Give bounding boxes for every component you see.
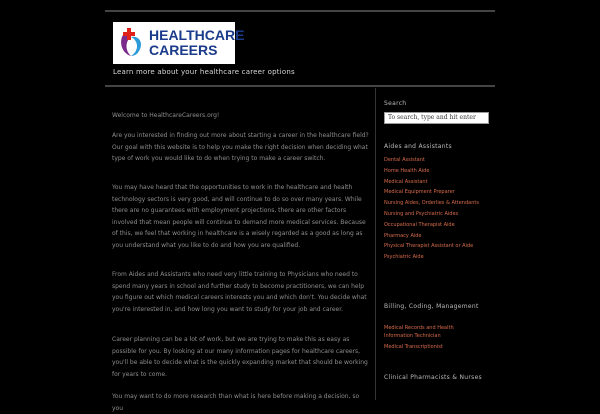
sidebar-link-physical-therapist-assistant[interactable]: Physical Therapist Assistant or Aide	[384, 243, 474, 250]
sidebar-link-medical-equipment-preparer[interactable]: Medical Equipment Preparer	[384, 189, 455, 196]
research-paragraph: You may want to do more research than what is here before making a decision, so you	[112, 393, 360, 412]
search-input[interactable]: To search, type and hit enter	[384, 112, 489, 124]
logo-wordmark	[149, 28, 244, 58]
clinical-heading: Clinical Pharmacists & Nurses	[384, 374, 482, 381]
main-content	[105, 88, 376, 412]
sidebar-link-nursing-aides[interactable]: Nursing Aides, Orderlies & Attendants	[384, 200, 479, 207]
sidebar-link-nursing-psychiatric-aides[interactable]: Nursing and Psychiatric Aides	[384, 210, 459, 217]
top-divider	[105, 10, 495, 12]
sidebar-link-occupational-therapist-aide[interactable]: Occupational Therapist Aide	[384, 221, 455, 228]
outlook-paragraph: You may have heard that the opportunities to work in the healthcare and health technology sectors is very good, and will continue to do so over many years. While there are no guarantees with employment projections, there are other factors involved that mean people will continue to demand more medical services. Because of this, we feel that working in healthcare is a wisely regarded as a good as long as you understand what you like to do and how you are qualified.	[112, 184, 366, 249]
aides-heading: Aides and Assistants	[384, 143, 452, 150]
aides-list	[384, 155, 494, 263]
billing-list	[384, 324, 484, 351]
page-wrapper	[105, 0, 495, 412]
sidebar-link-medical-records[interactable]: Medical Records and Health Information Technician	[384, 325, 454, 339]
sidebar-link-medical-assistant[interactable]: Medical Assistant	[384, 178, 428, 185]
billing-heading: Billing, Coding, Management	[384, 303, 479, 310]
careers-paragraph: From Aides and Assistants who need very little training to Physicians who need to spend many years in school and further study to become practitioners, we can help you figure out which medical careers interests you and which don't. You decide what you're interested in, and how long you want to study for your job and career.	[112, 271, 367, 313]
sidebar-link-medical-transcriptionist[interactable]: Medical Transcriptionist	[384, 344, 443, 350]
sidebar-link-pharmacy-aide[interactable]: Pharmacy Aide	[384, 232, 422, 239]
sidebar-link-psychiatric-aide[interactable]: Psychiatric Aide	[384, 254, 424, 261]
site-logo[interactable]	[113, 22, 245, 64]
site-tagline: Learn more about your healthcare career options	[113, 68, 295, 76]
welcome-heading: Welcome to HealthcareCareers.org!	[112, 112, 220, 119]
healthcare-cross-icon	[117, 27, 145, 59]
sidebar-link-dental-assistant[interactable]: Dental Assistant	[384, 157, 425, 163]
logo-line1: HEALTHCARE	[149, 27, 245, 43]
sidebar-link-home-health-aide[interactable]: Home Health Aide	[384, 167, 430, 174]
logo-line2: CAREERS	[149, 42, 218, 58]
header-divider	[105, 85, 495, 87]
planning-paragraph: Career planning can be a lot of work, but we are trying to make this as easy as possible for you. By looking at our many information pages for healthcare careers, you'll be able to decide what is the quickly expanding market that should be working for years to come.	[112, 336, 368, 378]
search-heading: Search	[384, 100, 407, 107]
intro-paragraph: Are you interested in finding out more about starting a career in the healthcare field? Our goal with this website is to help you make the right decision when deciding what type of work you would like to do when trying to make a career switch.	[112, 132, 369, 162]
